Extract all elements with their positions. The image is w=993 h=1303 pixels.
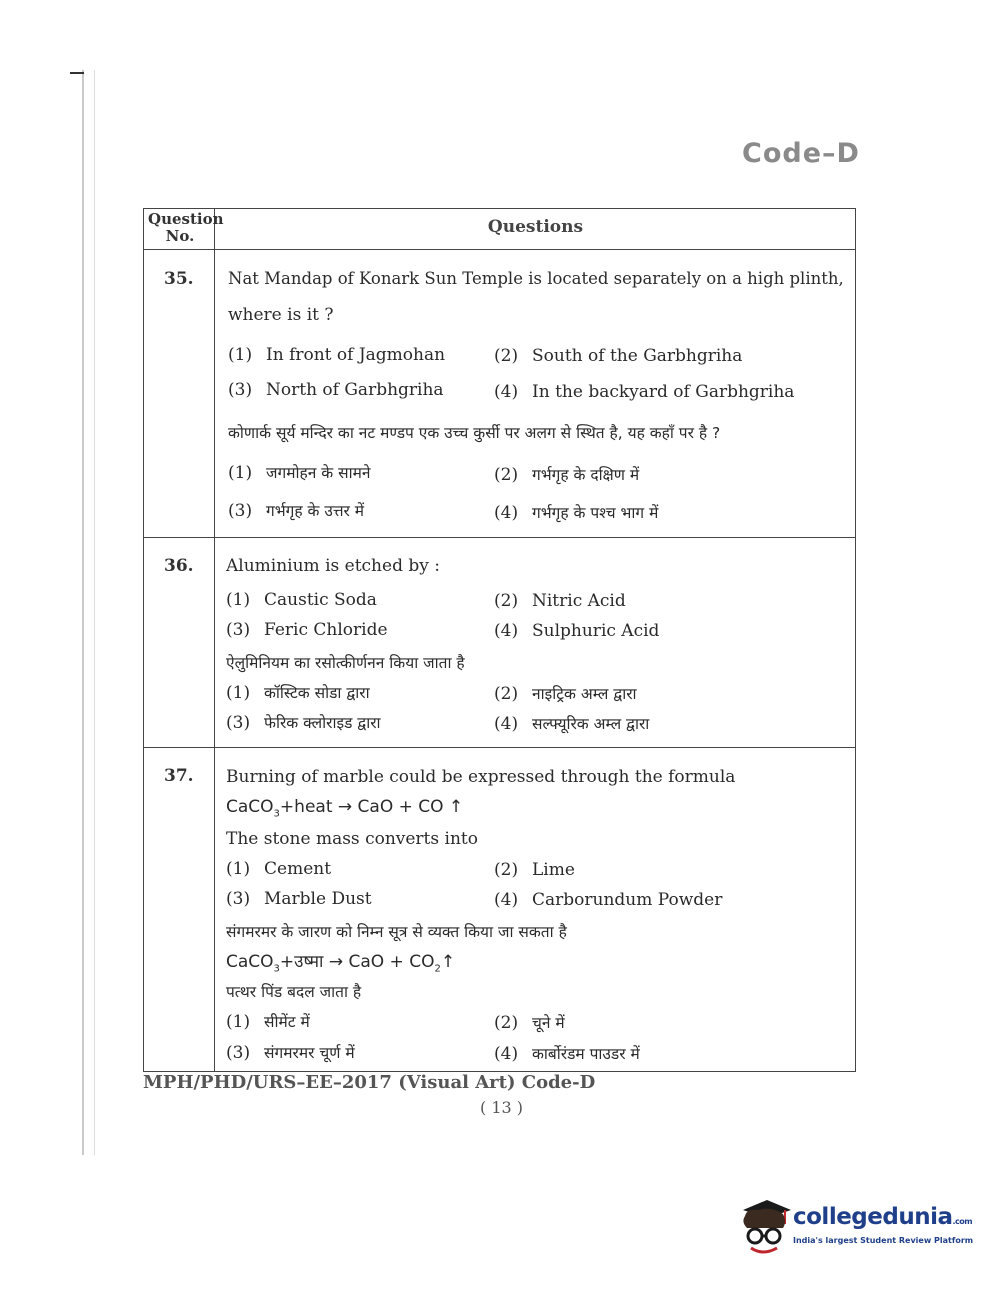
q36-option-4: (4) Sulphuric Acid <box>494 621 660 641</box>
question-number-37: 37. <box>164 766 194 786</box>
header-question-no: Question No. <box>148 210 224 245</box>
q37-hindi-option-3: (3) संगमरमर चूर्ण में <box>226 1043 355 1063</box>
q37-option-4: (4) Carborundum Powder <box>494 890 723 910</box>
binder-edge-line <box>82 70 84 1155</box>
q35-hindi-text: कोणार्क सूर्य मन्दिर का नट मण्डप एक उच्च कुर्सी पर अलग से स्थित है, यह कहाँ पर है ? <box>228 424 721 442</box>
q36-english-line-1: Aluminium is etched by : <box>226 556 440 576</box>
paper-code: Code–D <box>742 138 860 169</box>
q37-option-1: (1) Cement <box>226 859 332 879</box>
q35-hindi-option-1: (1) जगमोहन के सामने <box>228 463 371 483</box>
q36-option-1: (1) Caustic Soda <box>226 590 377 610</box>
q35-option-3: (3) North of Garbhgriha <box>228 380 444 400</box>
q35-option-1: (1) In front of Jagmohan <box>228 345 446 365</box>
row-divider-36-37 <box>144 747 855 748</box>
row-divider-35-36 <box>144 537 855 538</box>
q36-hindi-option-3: (3) फेरिक क्लोराइड द्वारा <box>226 713 381 733</box>
q36-hindi-option-1: (1) कॉस्टिक सोडा द्वारा <box>226 683 370 703</box>
q36-hindi-text: ऐलुमिनियम का रसोत्कीर्णनन किया जाता है <box>226 654 465 672</box>
q35-hindi-option-2: (2) गर्भगृह के दक्षिण में <box>494 465 640 485</box>
q37-option-3: (3) Marble Dust <box>226 889 372 909</box>
q37-option-2: (2) Lime <box>494 860 575 880</box>
q36-option-3: (3) Feric Chloride <box>226 620 388 640</box>
q37-formula-english: CaCO$_3$+heat → CaO + CO ↑ <box>226 797 464 820</box>
binder-edge-line-2 <box>94 70 95 1155</box>
q35-english-line-2: where is it ? <box>228 305 334 325</box>
q37-hindi-option-4: (4) कार्बोरंडम पाउडर में <box>494 1044 640 1064</box>
q37-hindi-option-1: (1) सीमेंट में <box>226 1012 310 1032</box>
exam-footer: MPH/PHD/URS–EE–2017 (Visual Art) Code-D <box>143 1072 596 1093</box>
q35-hindi-option-3: (3) गर्भगृह के उत्तर में <box>228 501 365 521</box>
q35-hindi-option-4: (4) गर्भगृह के पश्च भाग में <box>494 503 659 523</box>
brand-name: collegedunia.com <box>793 1204 973 1230</box>
question-table <box>143 208 856 1072</box>
q37-english-line-2: The stone mass converts into <box>226 829 478 849</box>
collegedunia-logo <box>737 1196 974 1266</box>
q37-hindi-option-2: (2) चूने में <box>494 1013 565 1033</box>
student-mascot-icon <box>737 1196 793 1260</box>
q37-formula-hindi: CaCO$_3$+उष्मा → CaO + $CO_2↑$ <box>226 952 456 975</box>
q37-english-line-1: Burning of marble could be expressed through the formula <box>226 767 736 787</box>
question-number-36: 36. <box>164 556 194 576</box>
header-questions: Questions <box>487 217 584 237</box>
q35-option-2: (2) South of the Garbhgriha <box>494 346 743 366</box>
q36-hindi-option-4: (4) सल्फ्यूरिक अम्ल द्वारा <box>494 714 650 734</box>
q36-hindi-option-2: (2) नाइट्रिक अम्ल द्वारा <box>494 684 637 704</box>
q36-option-2: (2) Nitric Acid <box>494 591 626 611</box>
q35-option-4: (4) In the backyard of Garbhgriha <box>494 382 795 402</box>
question-number-35: 35. <box>164 269 194 289</box>
q37-hindi-text-2: पत्थर पिंड बदल जाता है <box>226 983 362 1001</box>
column-divider <box>214 209 215 1071</box>
header-divider <box>144 249 855 250</box>
q37-hindi-text: संगमरमर के जारण को निम्न सूत्र से व्यक्त किया जा सकता है <box>226 923 567 941</box>
binder-tick <box>70 72 84 74</box>
brand-tagline: India's largest Student Review Platform <box>793 1236 974 1245</box>
q35-english-line-1: Nat Mandap of Konark Sun Temple is located separately on a high plinth, <box>228 269 844 288</box>
page-number: ( 13 ) <box>480 1098 524 1117</box>
